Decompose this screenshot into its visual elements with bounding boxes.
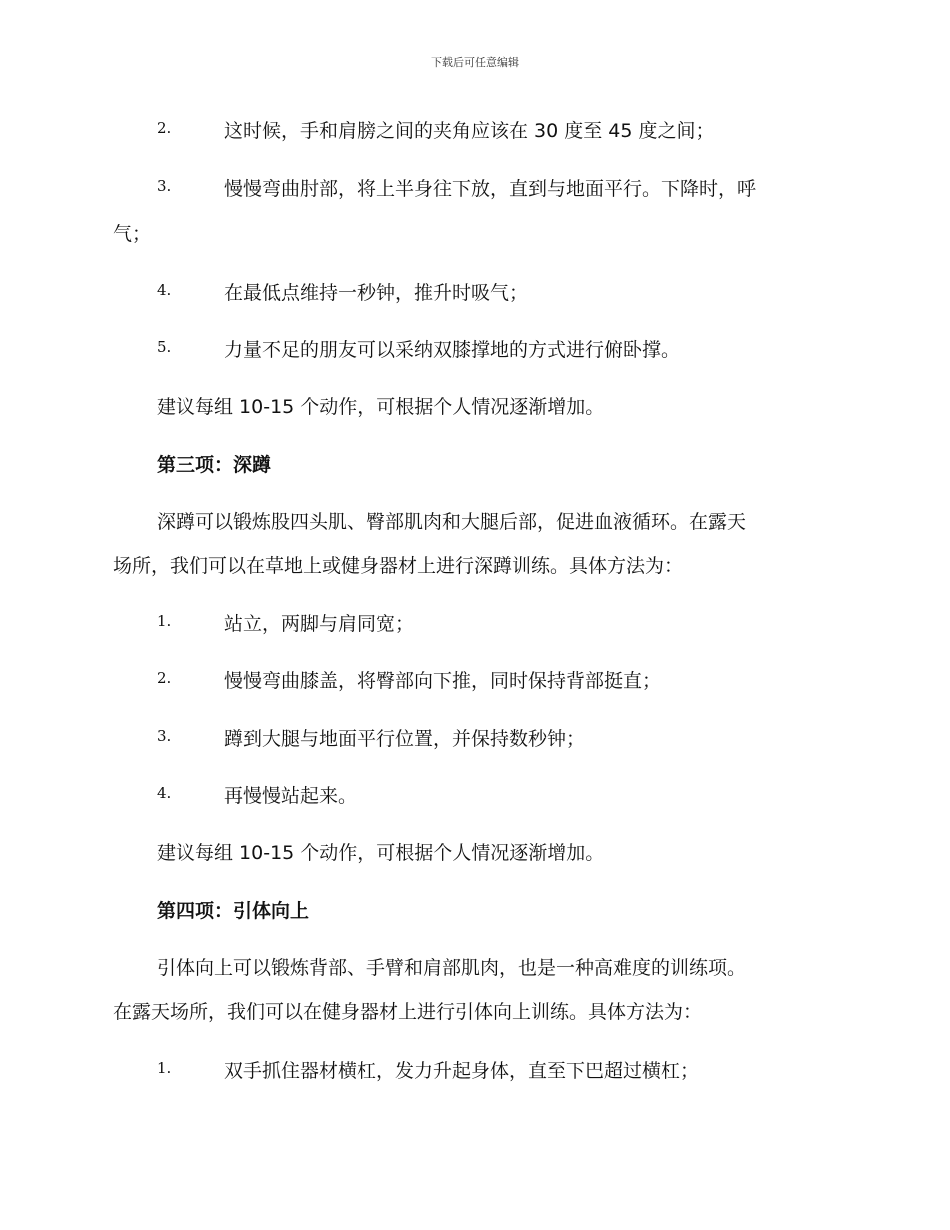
list-item-text: 双手抓住器材横杠，发力升起身体，直至下巴超过横杠； xyxy=(224,1060,700,1082)
list-number: 3. xyxy=(157,727,172,745)
list-number: 1. xyxy=(157,612,172,630)
list-item-text: 力量不足的朋友可以采纳双膝撑地的方式进行俯卧撑。 xyxy=(224,339,681,361)
list-number: 2. xyxy=(157,119,172,137)
list-item-text: 站立，两脚与肩同宽； xyxy=(224,613,415,635)
list-number: 4. xyxy=(157,281,172,299)
list-item-text: 蹲到大腿与地面平行位置，并保持数秒钟； xyxy=(224,728,586,750)
list-item-text: 再慢慢站起来。 xyxy=(224,785,358,807)
list-item-text: 这时候，手和肩膀之间的夹角应该在 30 度至 45 度之间； xyxy=(224,120,715,142)
advice-paragraph: 建议每组 10-15 个动作，可根据个人情况逐渐增加。 xyxy=(157,842,605,864)
list-item-text: 在最低点维持一秒钟，推升时吸气； xyxy=(224,282,529,304)
section-heading: 第三项：深蹲 xyxy=(157,454,272,476)
list-item-continuation: 气； xyxy=(113,223,152,245)
page-header: 下载后可任意编辑 xyxy=(431,56,519,69)
section-intro-line: 在露天场所，我们可以在健身器材上进行引体向上训练。具体方法为： xyxy=(113,1001,703,1023)
section-intro-line: 深蹲可以锻炼股四头肌、臀部肌肉和大腿后部，促进血液循环。在露天 xyxy=(157,511,747,533)
section-intro-line: 引体向上可以锻炼背部、手臂和肩部肌肉，也是一种高难度的训练项。 xyxy=(157,957,747,979)
list-number: 5. xyxy=(157,338,172,356)
list-item-text: 慢慢弯曲膝盖，将臀部向下推，同时保持背部挺直； xyxy=(224,670,662,692)
list-number: 4. xyxy=(157,784,172,802)
list-number: 2. xyxy=(157,669,172,687)
advice-paragraph: 建议每组 10-15 个动作，可根据个人情况逐渐增加。 xyxy=(157,396,605,418)
list-number: 1. xyxy=(157,1059,172,1077)
list-number: 3. xyxy=(157,177,172,195)
section-intro-line: 场所，我们可以在草地上或健身器材上进行深蹲训练。具体方法为： xyxy=(113,555,684,577)
section-heading: 第四项：引体向上 xyxy=(157,900,310,922)
list-item-text: 慢慢弯曲肘部，将上半身往下放，直到与地面平行。下降时，呼 xyxy=(224,178,757,200)
